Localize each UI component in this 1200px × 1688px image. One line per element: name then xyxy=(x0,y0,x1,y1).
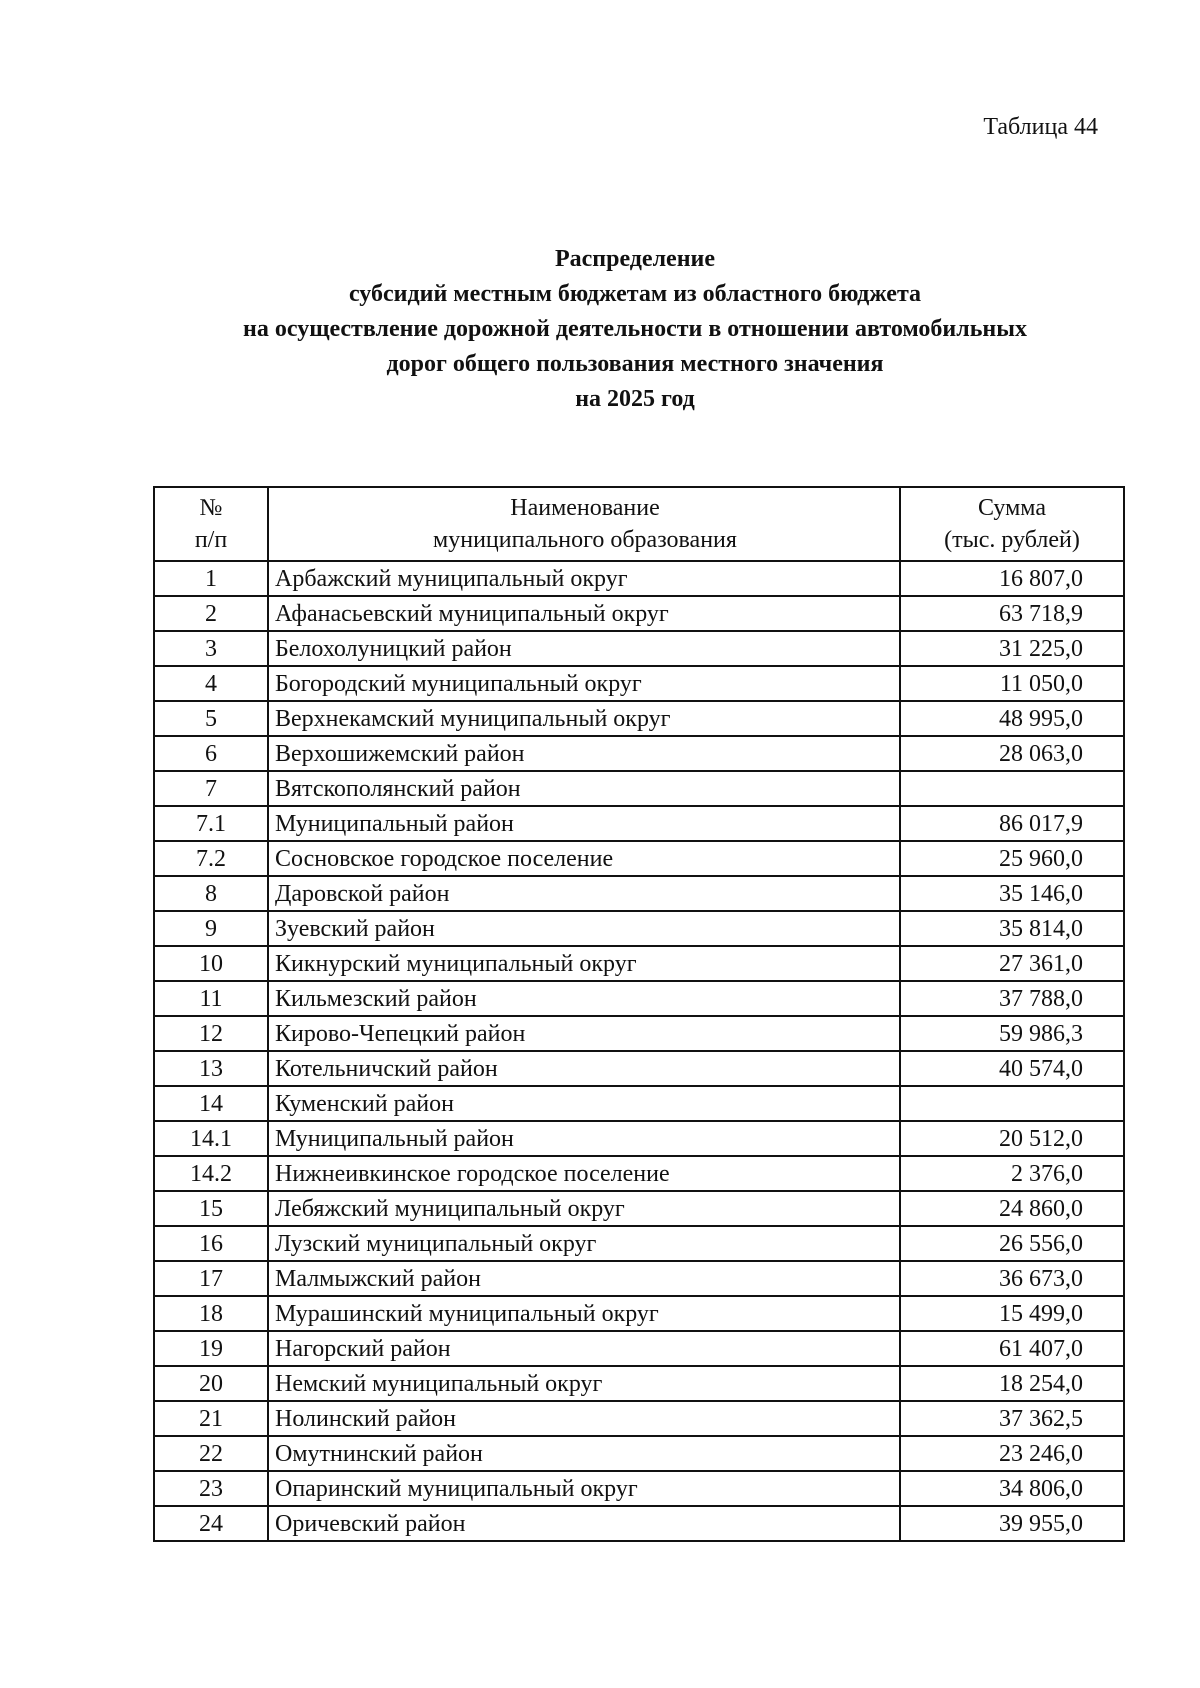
subsidy-amount: 86 017,9 xyxy=(900,806,1124,841)
municipality-name: Оричевский район xyxy=(268,1506,900,1541)
row-number: 9 xyxy=(154,911,268,946)
subsidy-amount: 39 955,0 xyxy=(900,1506,1124,1541)
subsidy-amount: 37 788,0 xyxy=(900,981,1124,1016)
header-number-line1: № xyxy=(199,495,223,521)
header-name xyxy=(268,487,900,561)
subsidy-amount: 59 986,3 xyxy=(900,1016,1124,1051)
row-number: 14.2 xyxy=(154,1156,268,1191)
subsidy-amount xyxy=(900,771,1124,806)
table-row xyxy=(154,911,1124,946)
table-row xyxy=(154,1156,1124,1191)
table-row xyxy=(154,1226,1124,1261)
row-number: 6 xyxy=(154,736,268,771)
subsidy-amount: 28 063,0 xyxy=(900,736,1124,771)
row-number: 12 xyxy=(154,1016,268,1051)
municipality-name: Нижнеивкинское городское поселение xyxy=(268,1156,900,1191)
table-row xyxy=(154,1401,1124,1436)
table-row xyxy=(154,981,1124,1016)
municipality-name: Лебяжский муниципальный округ xyxy=(268,1191,900,1226)
municipality-name: Кикнурский муниципальный округ xyxy=(268,946,900,981)
header-name-line1: Наименование xyxy=(510,495,660,521)
municipality-name: Богородский муниципальный округ xyxy=(268,666,900,701)
table-number-label: Таблица 44 xyxy=(983,114,1098,140)
municipality-name: Опаринский муниципальный округ xyxy=(268,1471,900,1506)
row-number: 7.1 xyxy=(154,806,268,841)
table-row xyxy=(154,806,1124,841)
municipality-name: Даровской район xyxy=(268,876,900,911)
row-number: 5 xyxy=(154,701,268,736)
municipality-name: Вятскополянский район xyxy=(268,771,900,806)
table-row xyxy=(154,1016,1124,1051)
municipality-name: Малмыжский район xyxy=(268,1261,900,1296)
row-number: 1 xyxy=(154,561,268,596)
table-row xyxy=(154,946,1124,981)
subsidy-amount: 20 512,0 xyxy=(900,1121,1124,1156)
title-line: Распределение xyxy=(554,246,716,272)
row-number: 14.1 xyxy=(154,1121,268,1156)
subsidy-amount: 63 718,9 xyxy=(900,596,1124,631)
row-number: 15 xyxy=(154,1191,268,1226)
row-number: 22 xyxy=(154,1436,268,1471)
header-number xyxy=(154,487,268,561)
table-row xyxy=(154,596,1124,631)
row-number: 3 xyxy=(154,631,268,666)
municipality-name: Немский муниципальный округ xyxy=(268,1366,900,1401)
municipality-name: Куменский район xyxy=(268,1086,900,1121)
subsidy-amount: 25 960,0 xyxy=(900,841,1124,876)
table-row xyxy=(154,1261,1124,1296)
table-row xyxy=(154,1191,1124,1226)
table-row xyxy=(154,1086,1124,1121)
subsidy-amount: 35 814,0 xyxy=(900,911,1124,946)
municipality-name: Мурашинский муниципальный округ xyxy=(268,1296,900,1331)
municipality-name: Лузский муниципальный округ xyxy=(268,1226,900,1261)
row-number: 19 xyxy=(154,1331,268,1366)
municipality-name: Котельничский район xyxy=(268,1051,900,1086)
row-number: 10 xyxy=(154,946,268,981)
table-row xyxy=(154,1506,1124,1541)
row-number: 18 xyxy=(154,1296,268,1331)
row-number: 7 xyxy=(154,771,268,806)
municipality-name: Нагорский район xyxy=(268,1331,900,1366)
title-line: на осуществление дорожной деятельности в отношении автомобильных xyxy=(243,316,1027,342)
table-row xyxy=(154,1366,1124,1401)
municipality-name: Муниципальный район xyxy=(268,1121,900,1156)
table-row xyxy=(154,841,1124,876)
municipality-name: Кильмезский район xyxy=(268,981,900,1016)
subsidy-amount: 31 225,0 xyxy=(900,631,1124,666)
row-number: 4 xyxy=(154,666,268,701)
table-row xyxy=(154,876,1124,911)
municipality-name: Нолинский район xyxy=(268,1401,900,1436)
table-row xyxy=(154,701,1124,736)
header-sum-line1: Сумма xyxy=(978,495,1046,521)
table-row xyxy=(154,736,1124,771)
table-header-row xyxy=(154,487,1124,561)
municipality-name: Арбажский муниципальный округ xyxy=(268,561,900,596)
subsidy-amount: 11 050,0 xyxy=(900,666,1124,701)
title-line: субсидий местным бюджетам из областного бюджета xyxy=(348,281,922,307)
subsidy-amount: 23 246,0 xyxy=(900,1436,1124,1471)
row-number: 24 xyxy=(154,1506,268,1541)
header-name-line2: муниципального образования xyxy=(433,527,737,553)
table-row xyxy=(154,631,1124,666)
header-sum-line2: (тыс. рублей) xyxy=(944,527,1080,553)
subsidy-amount: 27 361,0 xyxy=(900,946,1124,981)
municipality-name: Верхошижемский район xyxy=(268,736,900,771)
municipality-name: Белохолуницкий район xyxy=(268,631,900,666)
table-row xyxy=(154,1331,1124,1366)
title-line: дорог общего пользования местного значения xyxy=(386,351,884,377)
subsidy-amount: 37 362,5 xyxy=(900,1401,1124,1436)
row-number: 2 xyxy=(154,596,268,631)
subsidy-amount: 24 860,0 xyxy=(900,1191,1124,1226)
subsidy-amount: 15 499,0 xyxy=(900,1296,1124,1331)
subsidy-amount: 26 556,0 xyxy=(900,1226,1124,1261)
subsidy-amount: 35 146,0 xyxy=(900,876,1124,911)
header-number-line2: п/п xyxy=(194,527,228,553)
subsidy-amount: 61 407,0 xyxy=(900,1331,1124,1366)
subsidy-amount: 34 806,0 xyxy=(900,1471,1124,1506)
municipality-name: Зуевский район xyxy=(268,911,900,946)
municipality-name: Кирово-Чепецкий район xyxy=(268,1016,900,1051)
table-row xyxy=(154,561,1124,596)
subsidy-amount xyxy=(900,1086,1124,1121)
row-number: 11 xyxy=(154,981,268,1016)
subsidy-amount: 18 254,0 xyxy=(900,1366,1124,1401)
subsidy-table xyxy=(153,486,1125,1542)
municipality-name: Омутнинский район xyxy=(268,1436,900,1471)
row-number: 7.2 xyxy=(154,841,268,876)
row-number: 17 xyxy=(154,1261,268,1296)
row-number: 16 xyxy=(154,1226,268,1261)
subsidy-amount: 36 673,0 xyxy=(900,1261,1124,1296)
row-number: 13 xyxy=(154,1051,268,1086)
subsidy-amount: 16 807,0 xyxy=(900,561,1124,596)
municipality-name: Верхнекамский муниципальный округ xyxy=(268,701,900,736)
header-sum xyxy=(900,487,1124,561)
table-row xyxy=(154,1436,1124,1471)
table-row xyxy=(154,771,1124,806)
table-body xyxy=(154,561,1124,1541)
municipality-name: Афанасьевский муниципальный округ xyxy=(268,596,900,631)
municipality-name: Муниципальный район xyxy=(268,806,900,841)
subsidy-amount: 48 995,0 xyxy=(900,701,1124,736)
table-row xyxy=(154,666,1124,701)
row-number: 8 xyxy=(154,876,268,911)
subsidy-amount: 2 376,0 xyxy=(900,1156,1124,1191)
title-line: на 2025 год xyxy=(575,386,695,412)
subsidy-amount: 40 574,0 xyxy=(900,1051,1124,1086)
row-number: 23 xyxy=(154,1471,268,1506)
row-number: 14 xyxy=(154,1086,268,1121)
row-number: 20 xyxy=(154,1366,268,1401)
table-row xyxy=(154,1471,1124,1506)
table-row xyxy=(154,1121,1124,1156)
table-row xyxy=(154,1296,1124,1331)
municipality-name: Сосновское городское поселение xyxy=(268,841,900,876)
document-title xyxy=(100,242,1170,417)
table-row xyxy=(154,1051,1124,1086)
row-number: 21 xyxy=(154,1401,268,1436)
